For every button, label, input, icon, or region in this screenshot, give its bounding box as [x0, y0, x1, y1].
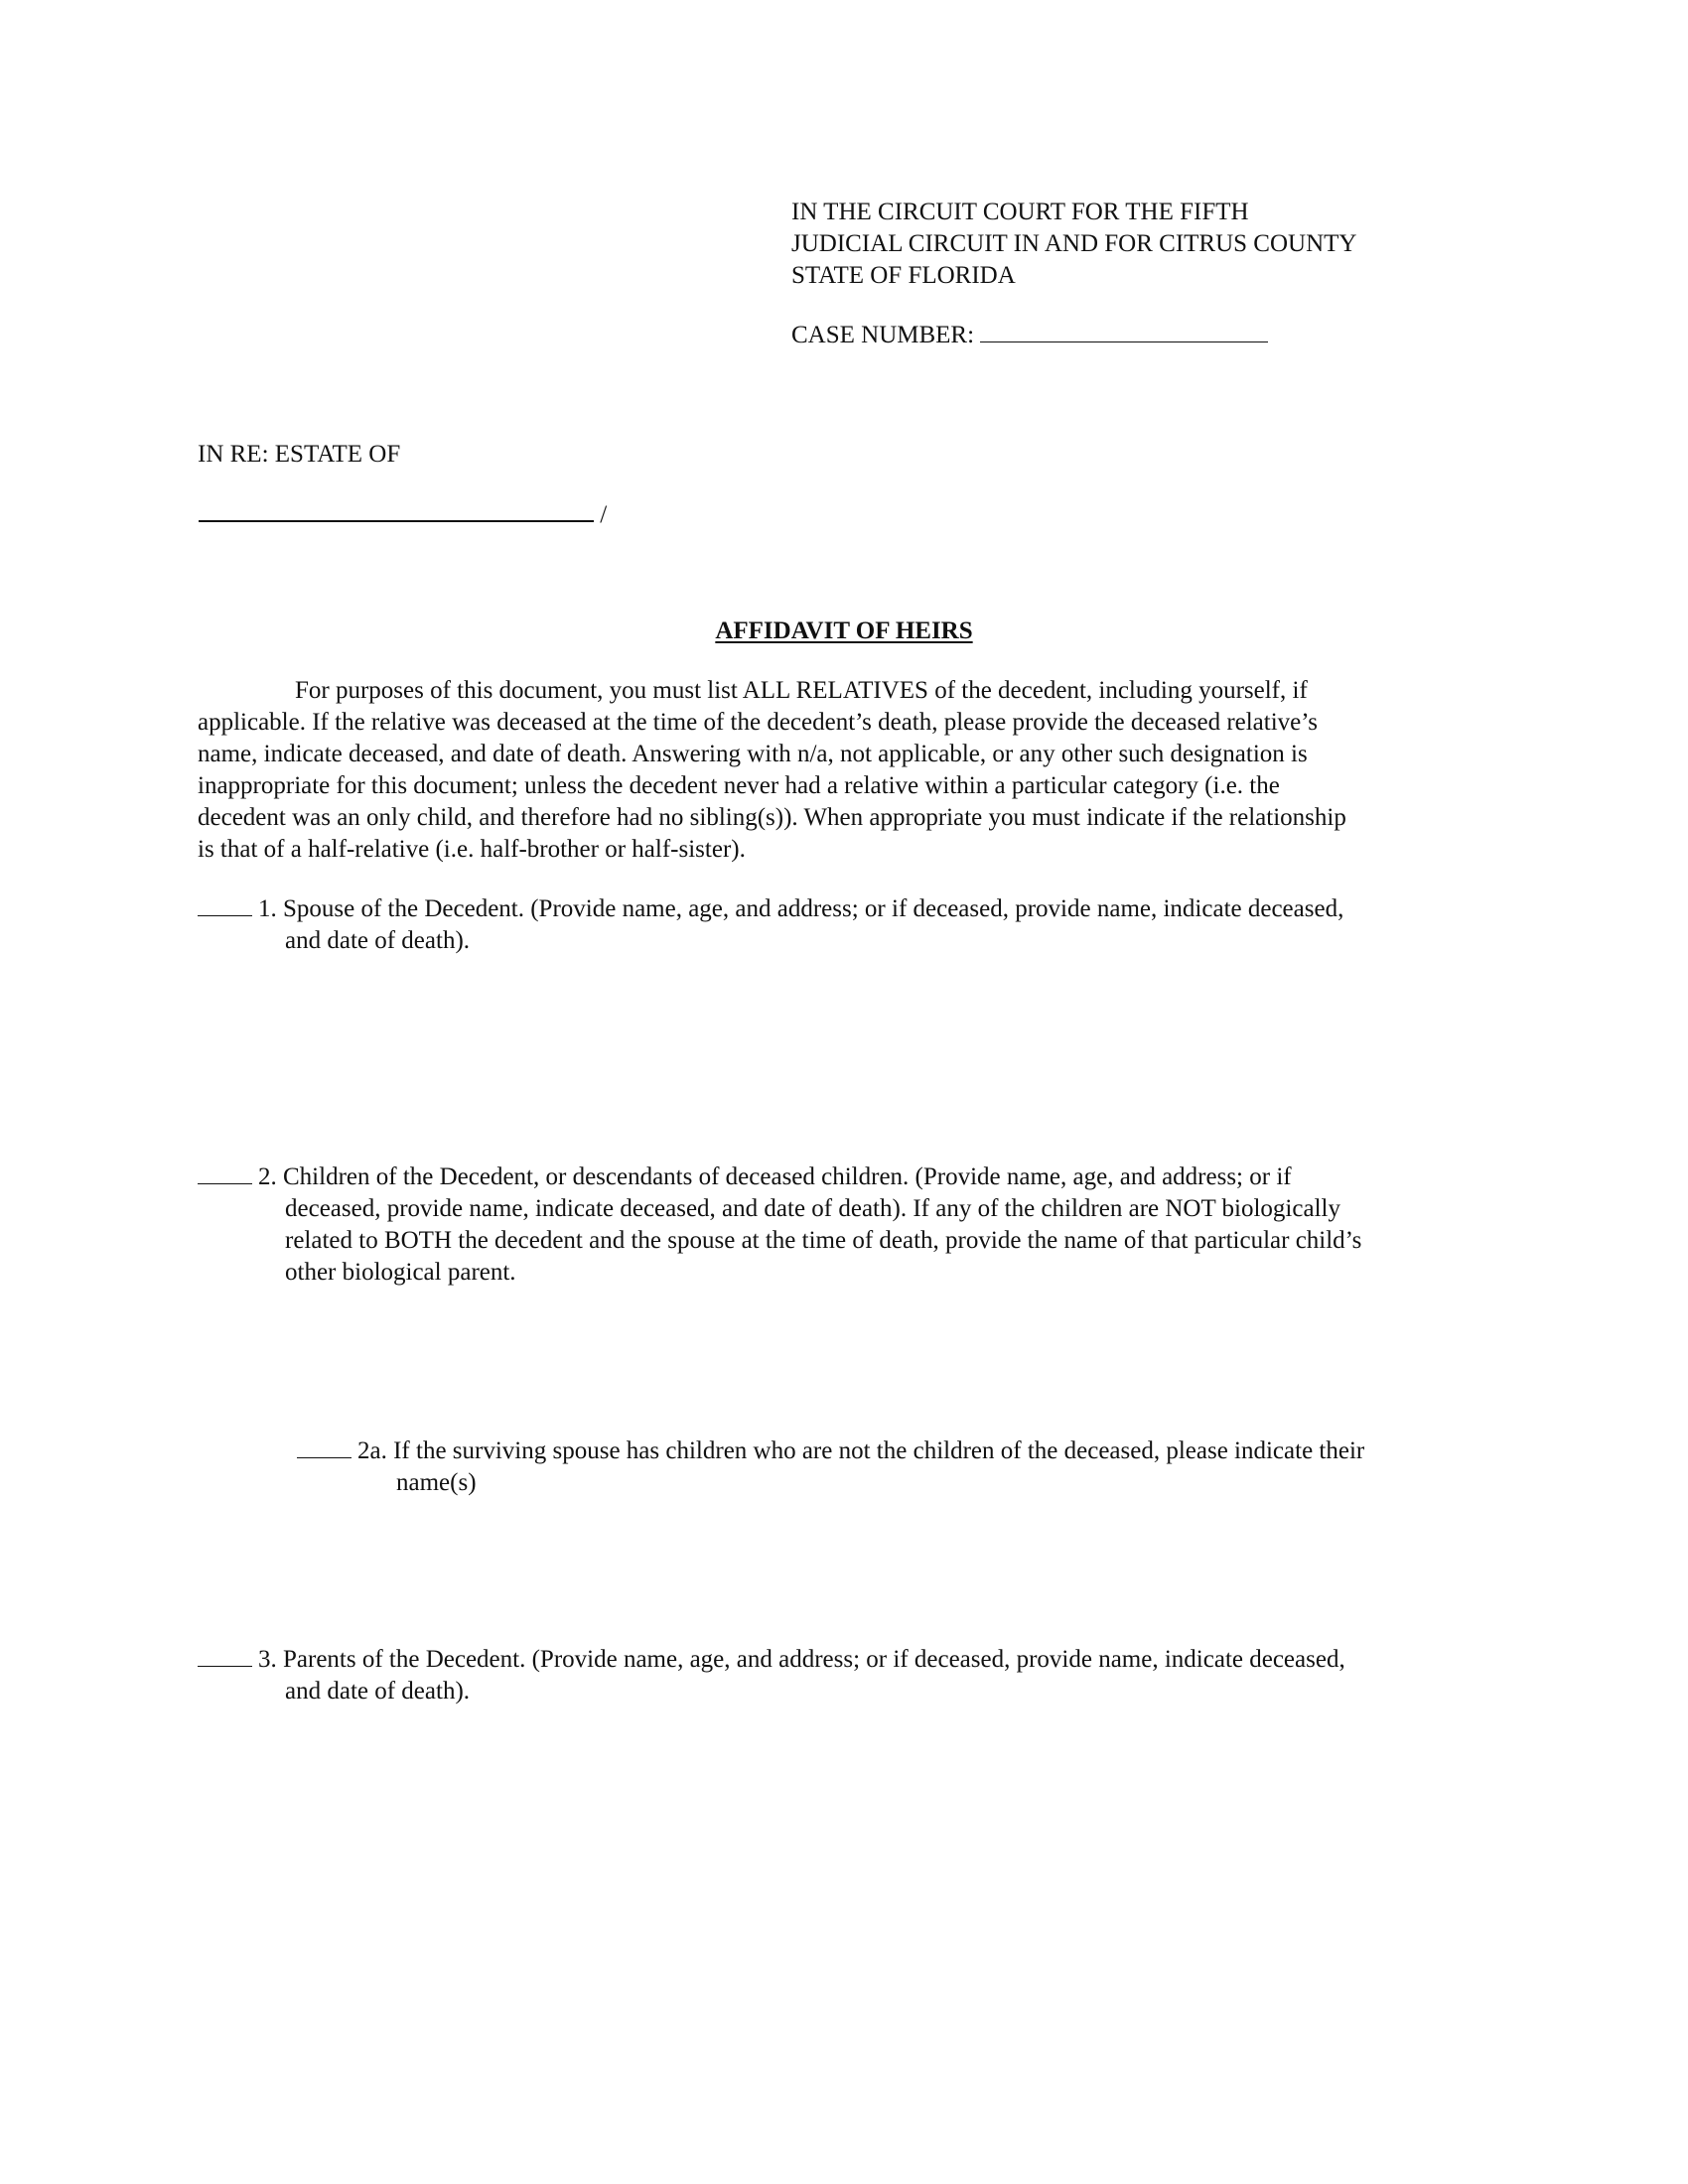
item-text: Parents of the Decedent. (Provide name, age, and address; or if deceased, provide name, indicate deceased,: [283, 1646, 1345, 1673]
item-text-cont: name(s): [396, 1469, 477, 1496]
instructions-line: name, indicate deceased, and date of death. Answering with n/a, not applicable, or any other such designation is: [198, 741, 1308, 767]
item-number: 3.: [258, 1646, 277, 1673]
court-header: [791, 197, 1506, 292]
document-title-wrap: [0, 615, 1688, 647]
item-number: 2.: [258, 1163, 277, 1190]
instructions-line: decedent was an only child, and therefore had no sibling(s)). When appropriate you must indicate if the relationship: [198, 804, 1346, 831]
court-line: JUDICIAL CIRCUIT IN AND FOR CITRUS COUNTY: [791, 230, 1357, 257]
item-text-cont: and date of death).: [285, 1678, 471, 1705]
item-text-cont: deceased, provide name, indicate deceased, and date of death). If any of the children are NOT biologically: [285, 1195, 1340, 1222]
caption-slash: /: [600, 501, 608, 528]
estate-name-row: [199, 498, 607, 531]
instructions-line: inappropriate for this document; unless the decedent never had a relative within a particular category (i.e. the: [198, 772, 1280, 799]
estate-name-field[interactable]: [199, 498, 594, 522]
item-number: 2a.: [357, 1437, 387, 1464]
instructions-paragraph: [198, 675, 1491, 866]
in-re-caption: IN RE: ESTATE OF: [198, 441, 401, 468]
item-text-cont: other biological parent.: [285, 1259, 516, 1286]
item-check-blank[interactable]: [198, 1161, 252, 1184]
item-check-blank[interactable]: [198, 893, 252, 916]
item-text-cont: and date of death).: [285, 927, 471, 954]
instructions-line: is that of a half-relative (i.e. half-brother or half-sister).: [198, 836, 746, 863]
item-check-blank[interactable]: [198, 1644, 252, 1667]
item-spouse-children: [297, 1435, 1498, 1499]
item-text: Children of the Decedent, or descendants of deceased children. (Provide name, age, and address; or if: [283, 1163, 1292, 1190]
item-spouse: [198, 893, 1491, 957]
item-text: If the surviving spouse has children who are not the children of the deceased, please indicate their: [393, 1437, 1365, 1464]
item-text: Spouse of the Decedent. (Provide name, age, and address; or if deceased, provide name, indicate deceased,: [283, 895, 1344, 922]
instructions-line: For purposes of this document, you must list ALL RELATIVES of the decedent, including yourself, if: [295, 677, 1308, 704]
case-number-label: CASE NUMBER:: [791, 322, 975, 348]
case-number-field[interactable]: [980, 320, 1268, 342]
case-number-row: [791, 320, 1268, 351]
item-check-blank[interactable]: [297, 1435, 352, 1458]
item-parents: [198, 1644, 1491, 1707]
court-line: STATE OF FLORIDA: [791, 262, 1016, 289]
instructions-line: applicable. If the relative was deceased at the time of the decedent’s death, please provide the deceased relative’s: [198, 709, 1318, 736]
item-text-cont: related to BOTH the decedent and the spouse at the time of death, provide the name of that particular child’s: [285, 1227, 1362, 1254]
item-number: 1.: [258, 895, 277, 922]
item-children: [198, 1161, 1491, 1289]
court-line: IN THE CIRCUIT COURT FOR THE FIFTH: [791, 199, 1249, 225]
document-title: AFFIDAVIT OF HEIRS: [715, 617, 973, 644]
